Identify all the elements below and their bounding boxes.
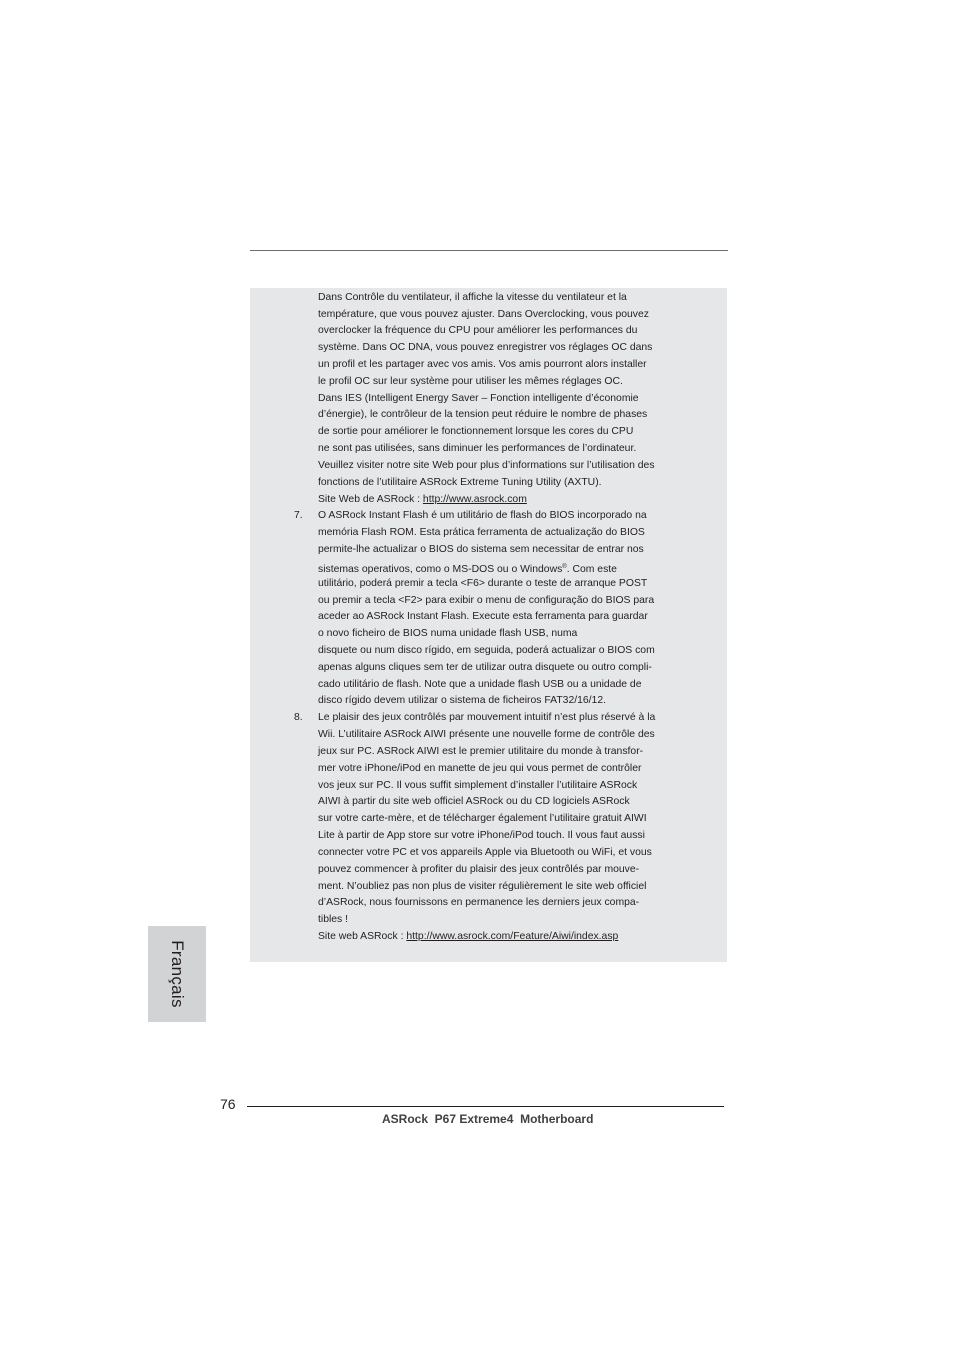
item-8-number: 8. xyxy=(294,712,303,723)
item-8-line: vos jeux sur PC. Il vous suffit simplement d’installer l’utilitaire ASRock xyxy=(318,780,638,791)
footer-rule xyxy=(247,1106,724,1107)
item-7-line: permite-lhe actualizar o BIOS do sistema sem necessitar de entrar nos xyxy=(318,544,644,555)
item-7-line: o novo ficheiro de BIOS numa unidade flash USB, numa xyxy=(318,628,578,639)
intro-line: système. Dans OC DNA, vous pouvez enregistrer vos réglages OC dans xyxy=(318,342,653,353)
intro-line: un profil et les partager avec vos amis. Vos amis pourront alors installer xyxy=(318,359,647,370)
item-7-line xyxy=(318,560,617,577)
item-7-line4-end: . Com este xyxy=(566,564,617,575)
language-label: Français xyxy=(168,940,187,1008)
intro-line: fonctions de l’utilitaire ASRock Extreme Tuning Utility (AXTU). xyxy=(318,477,602,488)
item-7-line: O ASRock Instant Flash é um utilitário de flash do BIOS incorporado na xyxy=(318,510,647,521)
item-8-line: ment. N’oubliez pas non plus de visiter régulièrement le site web officiel xyxy=(318,881,647,892)
intro-line: température, que vous pouvez ajuster. Dans Overclocking, vous pouvez xyxy=(318,309,649,320)
item-7-line: apenas alguns cliques sem ter de utilizar outra disquete ou outro compli- xyxy=(318,662,652,673)
item-7-line: cado utilitário de flash. Note que a unidade flash USB ou a unidade de xyxy=(318,679,642,690)
intro-line: Dans IES (Intelligent Energy Saver – Fonction intelligente d’économie xyxy=(318,393,639,404)
item-7-line: disco rígido devem utilizar o sistema de ficheiros FAT32/16/12. xyxy=(318,695,606,706)
intro-site-line xyxy=(318,493,527,507)
item-8-line: sur votre carte-mère, et de télécharger également l’utilitaire gratuit AIWI xyxy=(318,813,647,824)
item-8-site-label: Site web ASRock : xyxy=(318,931,407,942)
item-8-line: Lite à partir de App store sur votre iPhone/iPod touch. Il vous faut aussi xyxy=(318,830,645,841)
footer-title: ASRock P67 Extreme4 Motherboard xyxy=(382,1112,594,1126)
item-7-line: aceder ao ASRock Instant Flash. Execute esta ferramenta para guardar xyxy=(318,611,648,622)
item-7-line: memória Flash ROM. Esta prática ferramenta de actualização do BIOS xyxy=(318,527,645,538)
intro-line: ne sont pas utilisées, sans diminuer les performances de l’ordinateur. xyxy=(318,443,637,454)
item-7-number: 7. xyxy=(294,510,303,521)
item-8-line: d’ASRock, nous fournissons en permanence les derniers jeux compa- xyxy=(318,897,640,908)
aiwi-website-link[interactable]: http://www.asrock.com/Feature/Aiwi/index.asp xyxy=(406,931,619,942)
item-8-line: pouvez commencer à profiter du plaisir des jeux contrôlés par mouve- xyxy=(318,864,640,875)
item-7-line: ou premir a tecla <F2> para exibir o menu de configuração do BIOS para xyxy=(318,595,655,606)
item-8-line: connecter votre PC et vos appareils Apple via Bluetooth ou WiFi, et vous xyxy=(318,847,652,858)
intro-line: d’énergie), le contrôleur de la tension peut réduire le nombre de phases xyxy=(318,409,648,420)
item-7-line: utilitário, poderá premir a tecla <F6> durante o teste de arranque POST xyxy=(318,578,648,589)
intro-line: Veuillez visiter notre site Web pour plus d’informations sur l’utilisation des xyxy=(318,460,655,471)
top-rule xyxy=(250,250,728,251)
item-8-line: AIWI à partir du site web officiel ASRock ou du CD logiciels ASRock xyxy=(318,796,630,807)
intro-line: overclocker la fréquence du CPU pour améliorer les performances du xyxy=(318,325,638,336)
content-panel xyxy=(250,288,727,962)
intro-line: Dans Contrôle du ventilateur, il affiche la vitesse du ventilateur et la xyxy=(318,292,627,303)
page-number: 76 xyxy=(220,1096,236,1112)
item-8-line: mer votre iPhone/iPod en manette de jeu qui vous permet de contrôler xyxy=(318,763,642,774)
registered-mark: ® xyxy=(562,564,567,570)
item-8-line: jeux sur PC. ASRock AIWI est le premier utilitaire du monde à transfor- xyxy=(318,746,644,757)
language-side-tab xyxy=(148,926,206,1022)
item-7-line: disquete ou num disco rígido, em seguida, poderá actualizar o BIOS com xyxy=(318,645,655,656)
intro-line: de sortie pour améliorer le fonctionnement lorsque les cores du CPU xyxy=(318,426,634,437)
item-8-site-line xyxy=(318,930,618,944)
asrock-website-link[interactable]: http://www.asrock.com xyxy=(422,494,527,505)
item-8-line: tibles ! xyxy=(318,914,349,925)
item-7-line4-text: sistemas operativos, como o MS-DOS ou o Windows xyxy=(318,564,563,575)
item-8-line: Le plaisir des jeux contrôlés par mouvement intuitif n’est plus réservé à la xyxy=(318,712,656,723)
item-8-line: Wii. L’utilitaire ASRock AIWI présente une nouvelle forme de contrôle des xyxy=(318,729,655,740)
intro-site-label: Site Web de ASRock : xyxy=(318,494,423,505)
intro-line: le profil OC sur leur système pour utiliser les mêmes réglages OC. xyxy=(318,376,623,387)
